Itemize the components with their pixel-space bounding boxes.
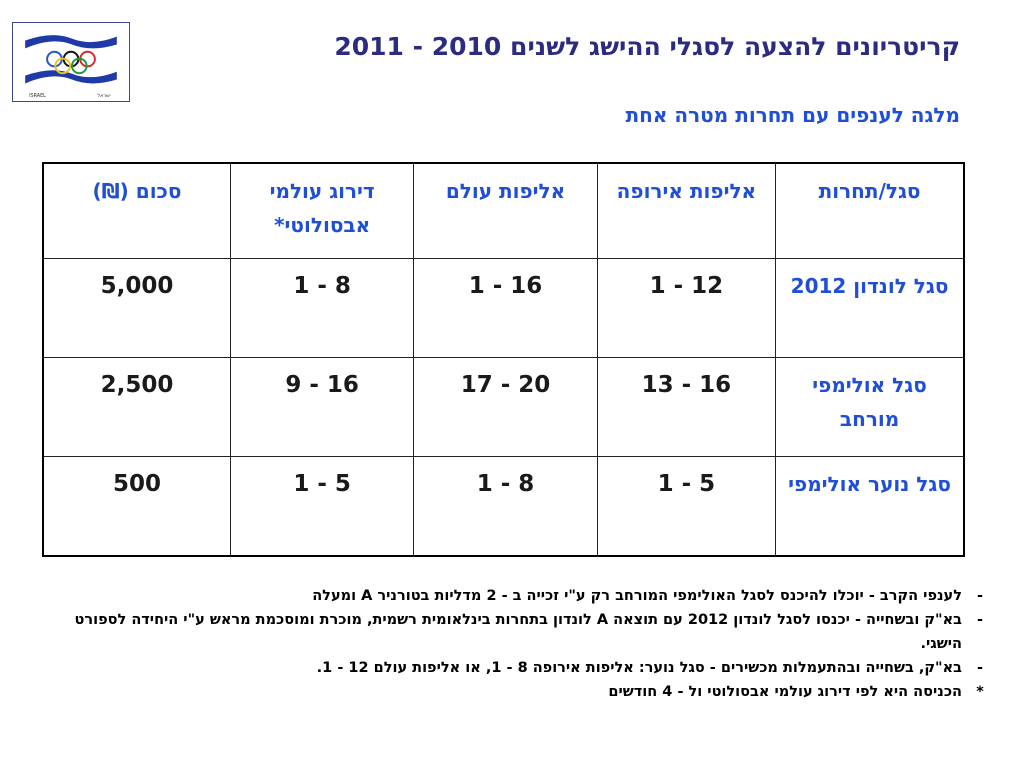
logo-caption-right: ישראל xyxy=(97,93,111,100)
cell-world-championship: 1 - 8 xyxy=(414,457,597,557)
cell-world-ranking: 1 - 5 xyxy=(230,457,413,557)
page-subtitle: מלגה לענפים עם תחרות מטרה אחת xyxy=(625,103,960,127)
criteria-table xyxy=(42,162,965,557)
cell-amount: 500 xyxy=(43,457,230,557)
footnote-text: הכניסה היא לפי דירוג עולמי אבסולוטי ול - 4 חודשים xyxy=(608,684,962,700)
olympic-rings-flag-icon xyxy=(13,23,129,101)
logo-caption-left: ISRAEL xyxy=(29,93,46,100)
cell-world-ranking: 1 - 8 xyxy=(230,259,413,358)
row-label-youth-olympic-squad: סגל נוער אולימפי xyxy=(776,457,964,557)
footnote-text: בא"ק ובשחייה - יכנסו לסגל לונדון 2012 עם תוצאה A לונדון בתחרות בינלאומית רשמית, מוכרת ומוסכמת מראש ע"י היחידה לספורט הישגי. xyxy=(74,612,962,652)
footnote-bullet: * xyxy=(976,684,984,700)
footnote-bullet: - xyxy=(976,612,984,628)
olympic-committee-logo xyxy=(12,22,130,102)
header-amount: סכום (₪) xyxy=(43,163,230,259)
table-row xyxy=(43,259,964,358)
cell-world-ranking: 9 - 16 xyxy=(230,358,413,457)
header-squad-competition: סגל/תחרות xyxy=(776,163,964,259)
table-row xyxy=(43,457,964,557)
footnote-item xyxy=(30,584,998,608)
footnote-item xyxy=(30,680,998,704)
row-label-london-squad: סגל לונדון 2012 xyxy=(776,259,964,358)
cell-amount: 2,500 xyxy=(43,358,230,457)
cell-amount: 5,000 xyxy=(43,259,230,358)
footnote-bullet: - xyxy=(976,588,984,604)
cell-european-championship: 13 - 16 xyxy=(597,358,775,457)
header-world-ranking: דירוג עולמי אבסולוטי* xyxy=(230,163,413,259)
cell-world-championship: 17 - 20 xyxy=(414,358,597,457)
footnotes xyxy=(30,584,998,704)
row-label-extended-olympic-squad: סגל אולימפי מורחב xyxy=(776,358,964,457)
cell-european-championship: 1 - 12 xyxy=(597,259,775,358)
page-title: קריטריונים להצעה לסגלי ההישג לשנים 2010 - 2011 xyxy=(334,32,960,61)
footnote-text: לענפי הקרב - יוכלו להיכנס לסגל האולימפי המורחב רק ע"י זכייה ב - 2 מדליות בטורניר A ומעלה xyxy=(312,588,962,604)
header-european-championship: אליפות אירופה xyxy=(597,163,775,259)
footnote-bullet: - xyxy=(976,660,984,676)
cell-european-championship: 1 - 5 xyxy=(597,457,775,557)
header-world-championship: אליפות עולם xyxy=(414,163,597,259)
footnote-item xyxy=(30,656,998,680)
footnote-text: בא"ק, בשחייה ובהתעמלות מכשירים - סגל נוער: אליפות אירופה 8 - 1, או אליפות עולם 12 - 1. xyxy=(316,660,962,676)
footnote-item xyxy=(30,608,998,656)
table-row xyxy=(43,358,964,457)
table-header-row xyxy=(43,163,964,259)
cell-world-championship: 1 - 16 xyxy=(414,259,597,358)
